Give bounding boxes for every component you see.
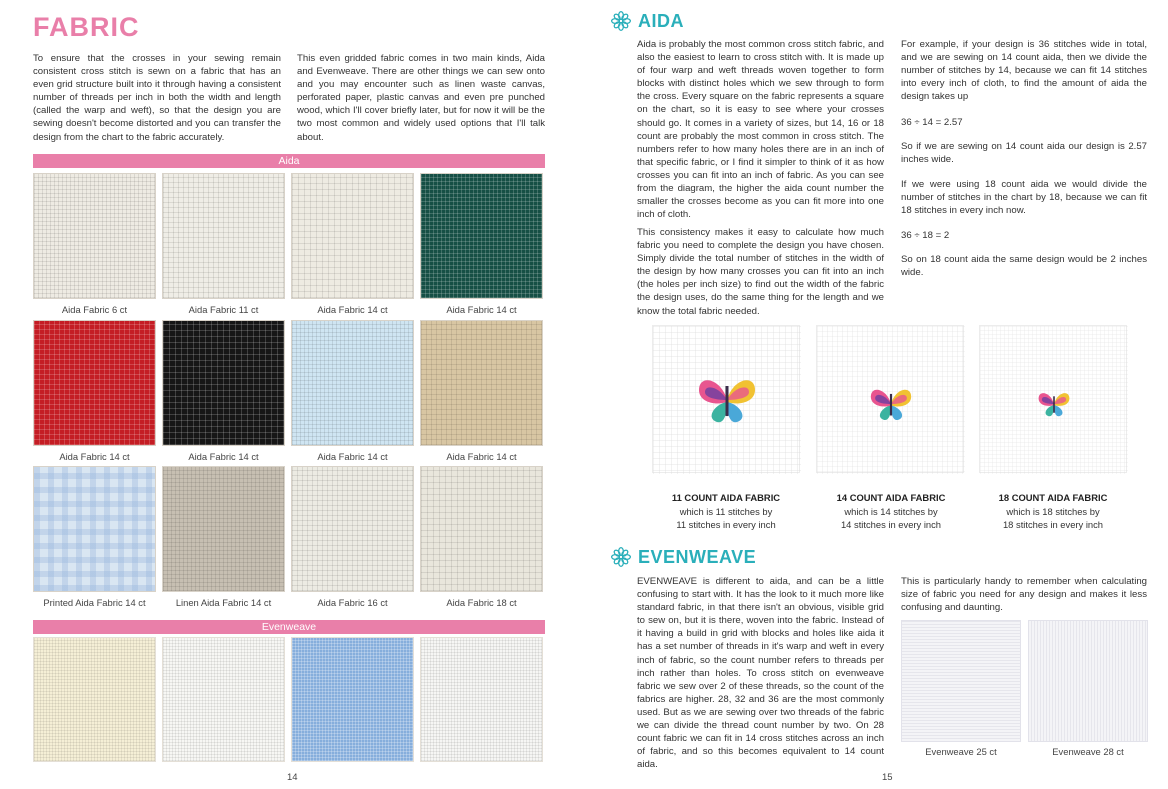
aida-paragraph-1: Aida is probably the most common cross stitch fabric, and also the easiest to learn to cross stitch with. It is made up of four warp and weft threads woven together to form blocks with distinct holes which we sew through to form the cross. Every square on the fabric represents a square on the chart, so it is easy to see where your crosses should go. It comes in a variety of sizes, but 14, 16 or 18 count are probably the most common in cross stitch. The numbers refer to how many holes there are in an inch of that specific fabric, or I find it simpler to think of it as how crosses you can fit into an inch of fabric. As you can see from the diagram, the higher the aida count number the smaller the crosses become as you can fit more into one inch of cloth. — [637, 39, 884, 221]
fabric-swatch — [33, 466, 156, 608]
fabric-swatch-caption: Aida Fabric 11 ct — [188, 304, 259, 315]
butterfly-icon — [980, 326, 1128, 474]
fabric-swatch-image — [162, 466, 285, 592]
right-page — [584, 0, 1168, 789]
fabric-swatch-caption: Aida Fabric 6 ct — [61, 304, 128, 315]
butterfly-icon — [653, 326, 801, 474]
fabric-swatch-image — [420, 466, 543, 592]
count-caption-11 — [641, 491, 811, 532]
fabric-swatch — [420, 320, 543, 462]
fabric-swatch-image — [33, 466, 156, 592]
aida-title: AIDA — [638, 10, 684, 31]
fabric-swatch-caption: Aida Fabric 16 ct — [317, 597, 388, 608]
fabric-swatch — [291, 173, 414, 315]
fabric-swatch — [162, 173, 285, 315]
fabric-swatch-image — [420, 173, 543, 299]
fabric-swatch — [162, 320, 285, 462]
fabric-swatch-caption: Aida Fabric 14 ct — [446, 451, 517, 462]
evenweave-28-caption: Evenweave 28 ct — [1052, 746, 1124, 757]
fabric-swatch-caption: Aida Fabric 14 ct — [59, 451, 130, 462]
equation-1: 36 ÷ 14 = 2.57 — [901, 117, 963, 128]
aida-paragraph-2: This consistency makes it easy to calculate how much fabric you need to complete the design you have chosen. Simply divide the total number of stitches in the width of the design by how many crosses you can fit into an inch (the holes per inch size) to find out the width of the fabric the design uses, do the same thing for the length and we know the total fabric needed. — [637, 227, 884, 317]
fabric-swatch — [291, 320, 414, 462]
count-caption-title: 14 COUNT AIDA FABRIC — [836, 492, 946, 503]
flower-icon — [610, 10, 632, 32]
aida-heading — [610, 10, 684, 32]
fabric-swatch-image — [291, 173, 414, 299]
fabric-swatch — [291, 466, 414, 608]
evenweave-paragraph-1: EVENWEAVE is different to aida, and can be a little confusing to start with. It has the look to it much more like standard fabric, in that there isn't an obvious, visible grid to sew on, but it is there, woven into the fabric. Instead of it having a build in grid with blocks and holes like aida it has a set number of threads in it's warp and weft in every inch of fabric, so the count number refers to threads per inch rather than holes. To cross stitch on evenweave fabric we sew over 2 of these threads, so the count of the fabrics are higher. 28, 32 and 36 are the most commonly used. But as we are sewing over two threads of the fabric we can divide the thread count number by two. On 28 count fabric we can fit in 14 cross stitches across an inch of fabric, and so this becomes equivalent to 14 count aida. — [637, 576, 884, 771]
fabric-swatch-caption: Printed Aida Fabric 14 ct — [43, 597, 146, 608]
flower-icon — [610, 546, 632, 568]
result-paragraph-2: If we were using 18 count aida we would divide the number of stitches in the chart by 18, because we can fit 18 stitches in every inch now. — [901, 179, 1147, 217]
evenweave-swatch — [291, 637, 414, 762]
fabric-swatch — [420, 466, 543, 608]
result-paragraph-3: So on 18 count aida the same design would be 2 inches wide. — [901, 254, 1147, 279]
fabric-swatch — [162, 466, 285, 608]
fabric-swatch-image — [420, 320, 543, 446]
evenweave-swatch — [162, 637, 285, 762]
page-number-right: 15 — [882, 772, 893, 783]
fabric-swatch — [33, 320, 156, 462]
fabric-swatch-caption: Linen Aida Fabric 14 ct — [175, 597, 272, 608]
evenweave-section-band: Evenweave — [33, 620, 545, 634]
fabric-swatch-caption: Aida Fabric 14 ct — [188, 451, 259, 462]
evenweave-28-swatch — [1028, 620, 1148, 742]
evenweave-swatch — [33, 637, 156, 762]
fabric-swatch-image — [33, 320, 156, 446]
count-caption-line: 11 stitches in every inch — [676, 519, 776, 530]
evenweave-paragraph-2: This is particularly handy to remember when calculating size of fabric you need for any design and makes it less confusing and daunting. — [901, 576, 1147, 614]
fabric-swatch — [420, 173, 543, 315]
count-caption-14 — [806, 491, 976, 532]
fabric-swatch-image — [162, 320, 285, 446]
aida-section-band: Aida — [33, 154, 545, 168]
intro-paragraph-2: This even gridded fabric comes in two main kinds, Aida and Evenweave. There are other things we can sew onto and you may encounter such as linen waste canvas, perforated paper, plastic canvas and even pre punched wood, which I'll cover briefly later, but for now it will be the two most common and widely used options that I'll talk about. — [297, 53, 545, 143]
count-caption-line: 18 stitches in every inch — [1002, 519, 1104, 530]
fabric-swatch-image — [291, 320, 414, 446]
butterfly-sample-18ct — [979, 325, 1127, 473]
example-paragraph: For example, if your design is 36 stitches wide in total, and we are sewing on 14 count aida, then we divide the number of stitches by 14, because we can fit 14 stitches into every inch of cloth, to find the amount of aida the design takes up — [901, 39, 1147, 103]
count-caption-title: 18 COUNT AIDA FABRIC — [998, 492, 1108, 503]
evenweave-title: EVENWEAVE — [638, 546, 757, 567]
evenweave-25-caption: Evenweave 25 ct — [925, 746, 997, 757]
equation-2: 36 ÷ 18 = 2 — [901, 230, 950, 241]
intro-paragraph-1: To ensure that the crosses in your sewing remain consistent cross stitch is sewn on a fabric that has an even grid structure built into it through having a consistent number of threads per inch in both the width and length (called the warp and weft), so that the design you are sewing doesn't become distorted and you can transfer the design from the chart to the fabric accurately. — [33, 53, 281, 143]
fabric-swatch — [33, 173, 156, 315]
fabric-swatch-image — [162, 173, 285, 299]
fabric-swatch-caption: Aida Fabric 18 ct — [446, 597, 517, 608]
result-paragraph-1: So if we are sewing on 14 count aida our design is 2.57 inches wide. — [901, 141, 1147, 166]
evenweave-swatch — [420, 637, 543, 762]
fabric-swatch-caption: Aida Fabric 14 ct — [446, 304, 517, 315]
count-caption-line: 14 stitches in every inch — [840, 519, 942, 530]
fabric-swatch-image — [291, 466, 414, 592]
count-caption-line: which is 18 stitches by — [1006, 505, 1100, 517]
evenweave-25-swatch — [901, 620, 1021, 742]
fabric-swatch-caption: Aida Fabric 14 ct — [317, 451, 388, 462]
butterfly-sample-11ct — [652, 325, 800, 473]
page-number-left: 14 — [287, 772, 298, 783]
count-caption-title: 11 COUNT AIDA FABRIC — [671, 492, 781, 503]
fabric-swatch-caption: Aida Fabric 14 ct — [317, 304, 388, 315]
butterfly-icon — [817, 326, 965, 474]
count-caption-18 — [968, 491, 1138, 532]
page-title: FABRIC — [33, 12, 140, 42]
count-caption-line: which is 11 stitches by — [679, 505, 773, 517]
fabric-swatch-image — [33, 173, 156, 299]
count-caption-line: which is 14 stitches by — [844, 505, 938, 517]
butterfly-sample-14ct — [816, 325, 964, 473]
evenweave-heading — [610, 546, 756, 568]
